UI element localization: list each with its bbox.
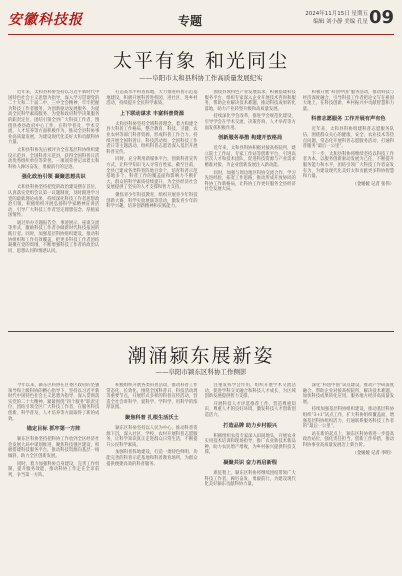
masthead-rule bbox=[8, 34, 394, 35]
body-paragraph: 新征程上，颍东区科协将继续团结带领广大科技工作者，踔厉奋发、勇毅前行，为建设现代化美好颍东贡献科协力量。 bbox=[204, 470, 296, 488]
body-paragraph: 近年来，太和县科协坚持以习近平新时代中国特色社会主义思想为指导，深入学习贯彻党的二十大和二十届二中、三中全会精神，牢牢把握为科技工作者服务、为创新驱动发展服务、为提高全民科学素质服务、为党和政府科学决策服务的职责定位，团结引领全县广大科技工作者，围绕县委县政府中心工作，在科学普及、学术交流、人才培养等方面积极作为，推动全县科协事业高质量发展，为建设现代化美好太和贡献科协力量。 bbox=[8, 90, 100, 146]
body-paragraph: 通过举办专题报告会、事迹展示、座谈交流等形式，激励科技工作者争做新时代科技报国的践行者。同时，加强基层科协组织建设，推动科协组织和工作有效覆盖，把更多科技工作者团结凝聚在党的周围，不断增强科技工作者的政治认同、思想认同和情感认同。 bbox=[8, 220, 100, 254]
article1-column bbox=[106, 90, 197, 324]
body-paragraph: 颍东区科协坚持以人民为中心，推动科普资源下沉，深入社区、学校、农村开展科普志愿服务，让科学知识真正走进群众日常生活，不断提升公民科学素质。 bbox=[106, 425, 198, 448]
issue-date: 2024年11月15日 星期五 bbox=[305, 11, 368, 17]
newspaper-logo: 安徽科技报 bbox=[8, 12, 83, 28]
body-paragraph: 站在新的起点上，颍东区科协将进一步提高政治站位，强化责任担当，创新工作举措，推动科协事业高质量发展迈上新台阶。 bbox=[302, 431, 394, 448]
body-paragraph: 今年以来，颍东区科协在区委区政府的坚强领导和上级科协的精心指导下，坚持以习近平新时代中国特色社会主义思想为指导，深入贯彻落实党的二十大精神，紧紧围绕“四个服务”职责定位，团结引领全区广大科技工作者，在服务科技创新、科学普及、人才培养等方面取得了新的成效。 bbox=[8, 383, 100, 422]
body-paragraph: 注重发挥学会作用，组织开展学术交流活动，促进学科交叉融合和科技人才成长，为区域创新发展提供智力支撑。 bbox=[204, 383, 296, 400]
body-paragraph: 同时，加强与周边地区科协交流合作，学习先进经验，拓宽工作思路，推动形成开放协同的科协工作新格局，让科协工作更好服务全县经济社会发展大局。 bbox=[204, 170, 296, 193]
body-paragraph: 聚焦青少年科技教育，组织开展青少年科技创新大赛、科学实验展演等活动，激发青少年的科学兴趣，培养创新精神和实践能力。 bbox=[106, 192, 198, 210]
body-paragraph: 持续深化学会改革，推进学会规范化建设，引导学会在学术交流、决策咨询、人才举荐等方面发挥积极作用。 bbox=[204, 114, 296, 131]
section-subheading: 凝聚共识 奋力再启新程 bbox=[223, 459, 277, 466]
section-subheading: 上下联动谋求 丰富科普资源 bbox=[119, 110, 184, 117]
body-paragraph: 近年来，太和县科协积极对接高校院所，建立院士工作站、专家工作站等创新平台，引进高层次人才和技术团队，促进科技资源与产业需求精准对接，为企业创新发展注入新动能。 bbox=[204, 146, 296, 168]
body-paragraph: 积极组织农技专家深入田间地头，开展农业实用技术培训和现场指导，推广农业新技术新品种，助力农民增产增收，为乡村振兴提供科技支撑。 bbox=[204, 433, 296, 456]
article2-headline: 潮涌颍东展新姿 bbox=[127, 345, 275, 367]
article1-column bbox=[8, 90, 99, 324]
article1-column bbox=[205, 90, 296, 324]
article2-subheadline: ——阜阳市颍东区科协工作侧影 bbox=[155, 368, 247, 376]
body-paragraph: 深化“科创中国”试点建设，推动产学研深度融合，帮助企业对接高校院所，解决技术难题，加快科技成果转化应用，服务地方经济高质量发展。 bbox=[302, 383, 394, 405]
body-paragraph: 围绕县域特色产业发展需求，积极搭建科技服务平台，组织专家深入企业开展技术咨询和服务，帮助企业解决技术难题，推动科技成果转化落地，助力产业转型升级和高质量发展。 bbox=[204, 90, 296, 112]
body-paragraph: 下一步，太和县科协将继续坚持以科技工作者为本，以服务创新驱动发展为己任，不断提升服务能力和水平，团结引领广大科技工作者奋发有为，为建设现代化美好太和贡献更多科协智慧和力量。 bbox=[302, 151, 394, 180]
body-paragraph: 加强科普阵地建设，打造一批特色鲜明、功能完善的科普示范基地和科普教育场所，为群众提供便捷高效的科普服务。 bbox=[106, 450, 198, 467]
page-number: 09 bbox=[368, 7, 394, 28]
article1-body bbox=[8, 90, 394, 324]
section-subheading: 聚焦科普 扎根生活沃土 bbox=[125, 414, 179, 421]
article2-body bbox=[8, 383, 394, 569]
section-subheading: 创新服务举措 构建开放格局 bbox=[218, 135, 283, 142]
article1-subheadline: ——阜阳市太和县科协工作高质量发展纪实 bbox=[139, 74, 263, 82]
article2-column bbox=[303, 383, 394, 569]
body-paragraph: 同时，着力加强科协自身建设，完善工作机制，提升服务效能，推动科协工作走在全市前列，争当第一方阵。 bbox=[8, 461, 100, 478]
section-subheading: 科普志愿服务 工作开展有声有色 bbox=[311, 116, 386, 123]
body-paragraph: 持续加强基层科协组织建设，推动基层科协组织“3+1”试点工作，扩大科协组织覆盖面，增强基层科协组织活力，打通联系服务科技工作者的“最后一公里”。 bbox=[302, 407, 394, 430]
article1-column bbox=[303, 90, 394, 324]
dateline bbox=[305, 10, 368, 26]
body-paragraph: 开展科技人才评选推荐工作，营造尊重知识、尊重人才的良好环境，激发科技人才创新创造活力。 bbox=[204, 401, 296, 418]
body-paragraph: 颍东区科协坚持把科协工作放到全区经济社会发展大局中谋划推进，聚焦科技强区建设，积极搭建科技服务平台，推动科技资源向基层一线倾斜，助力全区创新发展。 bbox=[8, 437, 100, 459]
section-subheading: 锚定目标 抓牢第一方阵 bbox=[26, 426, 81, 433]
body-paragraph: 打造高水平科普阵地，大力推进科普示范基地建设，积极开展科普进校园、进社区、进乡村活动，持续提升全民科学素质。 bbox=[106, 90, 198, 107]
body-paragraph: 积极开展“科创中国”服务活动，推动科技与经济深度融合，引导科技工作者把论文写在祖国大地上，在科技创新、乡村振兴中贡献智慧和力量。 bbox=[302, 90, 394, 112]
editor-credits: 编辑 刘小静 美编 孔星 bbox=[313, 19, 368, 25]
body-paragraph: 同时，充分利用新媒体平台，创新科普宣传方式，让科学知识飞入寻常百姓家。截至目前，全县已建成各类科普阵地百余个，培育科普示范基地多个，科普工作的覆盖面和影响力不断扩大，群众的科学素质持续提升，为全县经济社会发展提供了坚实的人才支撑和智力支持。 bbox=[106, 157, 198, 191]
byline: （金媛媛 记者 张伟） bbox=[352, 181, 394, 187]
section-subheading: 打造品牌 助力乡村振兴 bbox=[223, 422, 277, 429]
section-title: 专题 bbox=[178, 14, 203, 28]
body-paragraph: 近年来，太和县科协组建科普志愿服务队伍，围绕群众关心的健康、安全、农业技术等热点问题，常态化开展科普志愿服务活动，打通科普服务“最后一公里”。 bbox=[302, 127, 394, 150]
masthead bbox=[8, 6, 394, 36]
article2-column bbox=[106, 383, 197, 569]
section-subheading: 强化政治引领 凝聚思想共识 bbox=[21, 174, 86, 181]
body-paragraph: 积极组织开展各类科普活动，推动科普工作常态化、长效化。围绕全国科普日、科技活动周等重要节点，开展形式多样的科普宣传活动，营造全社会讲科学、爱科学、学科学、用科学的浓厚氛围。 bbox=[106, 383, 198, 411]
body-paragraph: 太和县科协先后被评为全省基层科协组织建设示范县、全国科普示范县，获得全国科普日活动优秀组织单位等荣誉。一项项荣誉记录着太和科协人踔厉奋发、勇毅前行的足迹。 bbox=[8, 147, 100, 170]
body-paragraph: 太和县科协坚持把党的政治建设摆在首位，认真落实党组会议第一议题制度，及时跟进学习党的最新理论成果，持续深化科技工作者思想政治引领。积极组织开展弘扬科学家精神宣讲活动，引导广大科技工作者坚定理想信念，厚植家国情怀。 bbox=[8, 185, 100, 219]
body-paragraph: 太和县科协坚持全域科普理念，着力构建全县大科普工作格局，整合教育、科技、卫健、农业农村等部门科普资源，形成科普工作合力。持续开展全国科普日、科技活动周、全国科技工作者日等主题活动，组织科普志愿者深入基层开展科普宣传。 bbox=[106, 121, 198, 155]
byline: （金媛媛 记者 李明） bbox=[352, 450, 394, 456]
article-divider bbox=[8, 331, 394, 332]
article1-headline: 太平有象 和光同尘 bbox=[112, 50, 290, 72]
article2-column bbox=[8, 383, 99, 569]
article2-column bbox=[205, 383, 296, 569]
